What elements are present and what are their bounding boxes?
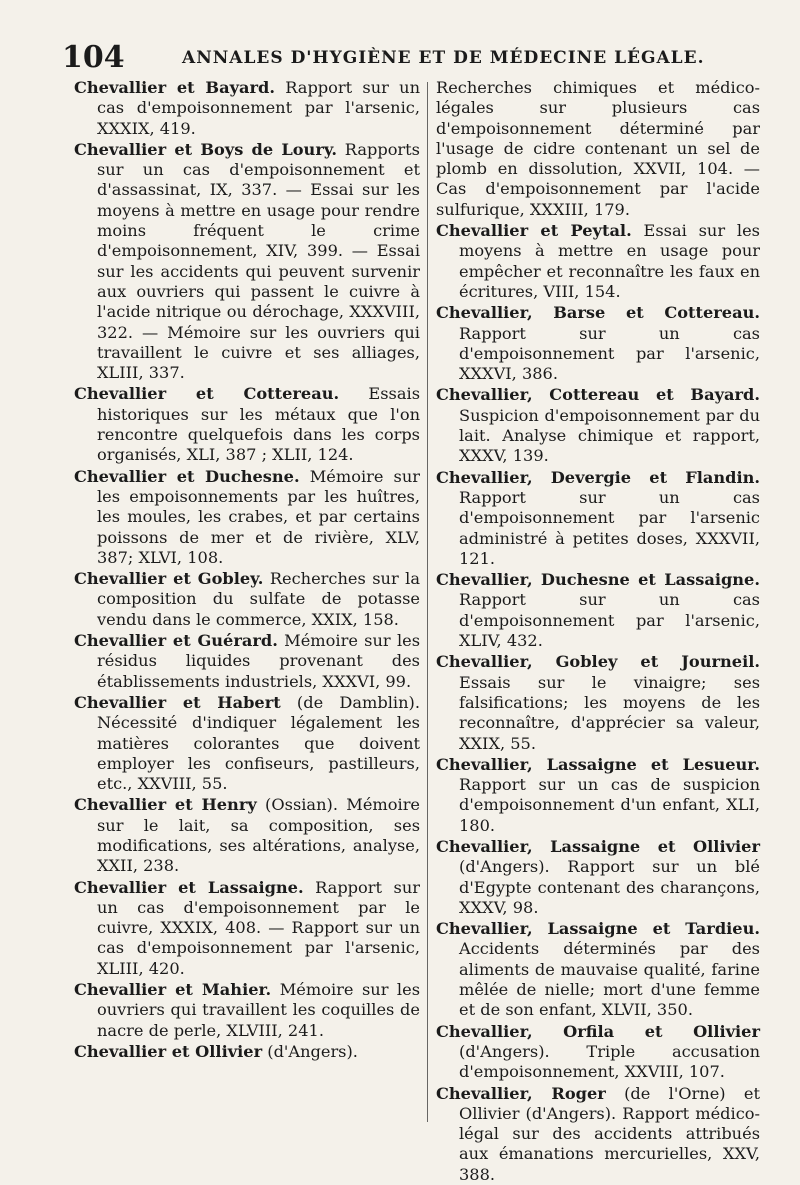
- index-entry: Chevallier et Duchesne. Mémoire sur les empoisonnements par les huîtres, les moules, les crabes, et par certains poissons de mer et de rivière, XLV, 387; XLVI, 108.: [74, 466, 420, 567]
- index-entry: Chevallier et Mahier. Mémoire sur les ouvriers qui travaillent les coquilles de nacre de perle, XLVIII, 241.: [74, 980, 420, 1040]
- index-entry: Chevallier et Gobley. Recherches sur la composition du sulfate de potasse vendu dans le commerce, XXIX, 158.: [74, 569, 420, 629]
- index-entry: Chevallier, Lassaigne et Ollivier (d'Angers). Rapport sur un blé d'Egypte contenant des charançons, XXXV, 98.: [436, 836, 760, 917]
- index-entry: Chevallier, Duchesne et Lassaigne. Rapport sur un cas d'empoisonnement par l'arsenic, XLIV, 432.: [436, 570, 760, 651]
- index-entry: Chevallier et Ollivier (d'Angers).: [74, 1041, 358, 1061]
- index-entry: Chevallier, Gobley et Journeil. Essais sur le vinaigre; ses falsifications; les moyens de les reconnaître, d'apprécier sa valeur, XXIX, 55.: [436, 652, 760, 753]
- index-entry: Chevallier, Lassaigne et Lesueur. Rapport sur un cas de suspicion d'empoisonnement d'un enfant, XLI, 180.: [436, 754, 760, 835]
- index-entry: Chevallier, Orfila et Ollivier (d'Angers). Triple accusation d'empoisonnement, XXVIII, 107.: [436, 1021, 760, 1082]
- index-entry: Chevallier, Roger (de l'Orne) et Ollivier (d'Angers). Rapport médico-légal sur des accidents attribués aux émanations mercurielles, XXV, 388.: [436, 1083, 760, 1184]
- running-title: ANNALES D'HYGIÈNE ET DE MÉDECINE LÉGALE.: [182, 48, 705, 68]
- left-column: [74, 78, 420, 1062]
- column-divider: [427, 82, 428, 1122]
- index-entry: Chevallier, Lassaigne et Tardieu. Accidents déterminés par des aliments de mauvaise qualité, farine mêlée de nielle; mort d'une femme et de son enfant, XLVII, 350.: [436, 919, 760, 1020]
- right-column: [436, 78, 760, 1185]
- index-entry: Chevallier et Boys de Loury. Rapports sur un cas d'empoisonnement et d'assassinat, IX, 337. — Essai sur les moyens à mettre en usage pour rendre moins fréquent le crime d'empoisonnement, XIV, 399. — Essai sur les accidents qui peuvent survenir aux ouvriers qui passent le cuivre à l'acide nitrique ou dérochage, XXXVIII, 322. — Mémoire sur les ouvriers qui travaillent le cuivre et ses alliages, XLIII, 337.: [74, 139, 420, 383]
- index-entry: Chevallier et Henry (Ossian). Mémoire sur le lait, sa composition, ses modifications, ses altérations, analyse, XXII, 238.: [74, 795, 421, 876]
- index-entry: Chevallier et Lassaigne. Rapport sur un cas d'empoisonnement par le cuivre, XXXIX, 408. — Rapport sur un cas d'empoisonnement par l'arsenic, XLIII, 420.: [74, 877, 420, 978]
- index-entry: Chevallier, Cottereau et Bayard. Suspicion d'empoisonnement par du lait. Analyse chimique et rapport, XXXV, 139.: [436, 385, 760, 466]
- index-entry: Chevallier et Peytal. Essai sur les moyens à mettre en usage pour empêcher et reconnaître les faux en écritures, VIII, 154.: [436, 221, 760, 301]
- index-entry: Chevallier, Barse et Cottereau. Rapport sur un cas d'empoisonnement par l'arsenic, XXXVI, 386.: [436, 303, 760, 384]
- index-entry: Recherches chimiques et médico-légales sur plusieurs cas d'empoisonnement déterminé par l'usage de cidre contenant un sel de plomb en dissolution, XXVII, 104. — Cas d'empoisonnement par l'acide sulfurique, XXXIII, 179.: [436, 78, 760, 219]
- index-entry: Chevallier et Bayard. Rapport sur un cas d'empoisonnement par l'arsenic, XXXIX, 419.: [74, 78, 421, 138]
- page-header: [62, 38, 762, 78]
- page-number: 104: [62, 40, 125, 75]
- index-entry: Chevallier et Cottereau. Essais historiques sur les métaux que l'on rencontre quelquefois dans les corps organisés, XLI, 387 ; XLII, 124.: [74, 384, 421, 465]
- index-entry: Chevallier et Guérard. Mémoire sur les résidus liquides provenant des établissements industriels, XXXVI, 99.: [74, 631, 421, 691]
- index-entry: Chevallier et Habert (de Damblin). Nécessité d'indiquer légalement les matières colorantes que doivent employer les confiseurs, pastilleurs, etc., XXVIII, 55.: [74, 692, 420, 794]
- index-entry: Chevallier, Devergie et Flandin. Rapport sur un cas d'empoisonnement par l'arsenic administré à petites doses, XXXVII, 121.: [436, 467, 760, 568]
